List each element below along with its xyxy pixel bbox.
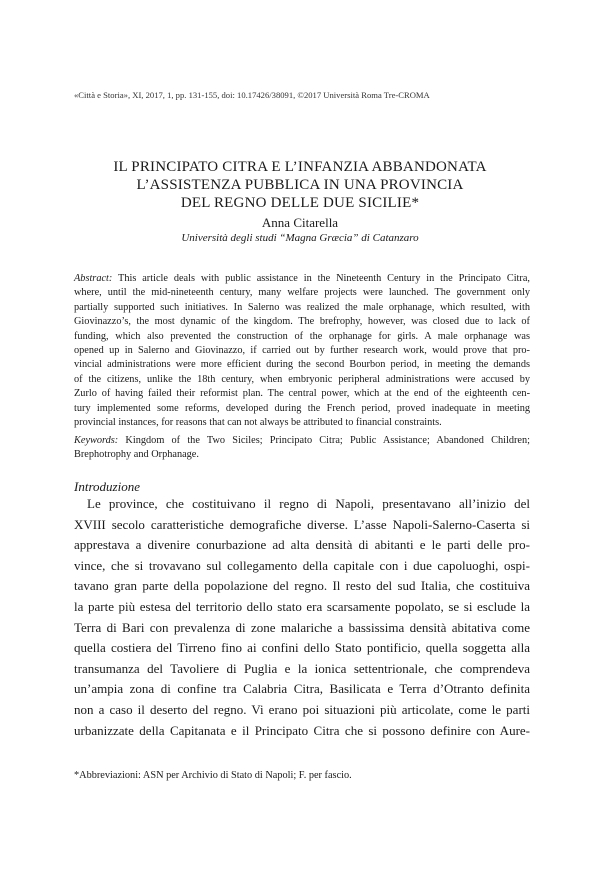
abstract-line: where, until the mid-nineteenth century, many welfare projects were launched. The government only	[74, 287, 530, 299]
section-heading: Introduzione	[74, 479, 140, 494]
article-title-line: L’ASSISTENZA PUBBLICA IN UNA PROVINCIA	[136, 177, 464, 193]
body-line: la parte più estesa del territorio dello stato era scarsamente popolato, se si esclude la	[74, 598, 530, 614]
abstract-line: Giovinazzo’s, the most dynamic of the kingdom. The brefrophy, however, was closed due to lack of	[74, 316, 530, 328]
body-line: Terra di Bari con prevalenza di zone malariche a bassissima densità abitativa come	[74, 619, 530, 635]
keywords	[74, 434, 530, 463]
abstract-line	[74, 272, 530, 286]
author-name: Anna Citarella	[261, 215, 339, 230]
abstract-line: opened up in Salerno and Giovinazzo, if carried out by further research work, would prove that pro-	[74, 345, 530, 357]
article-title-line: IL PRINCIPATO CITRA E L’INFANZIA ABBANDONATA	[113, 159, 487, 175]
body-line: XVIII secolo caratteristiche demografiche diverse. L’asse Napoli-Salerno-Caserta si	[74, 516, 530, 532]
article-title-line: DEL REGNO DELLE DUE SICILIE*	[180, 195, 420, 211]
keywords-line	[74, 434, 530, 448]
keywords-text: Kingdom of the Two Siciles; Principato Citra; Public Assistance; Abandoned Children;	[118, 435, 530, 446]
body-paragraph	[74, 494, 530, 741]
author-affiliation: Università degli studi “Magna Græcia” di Catanzaro	[181, 232, 419, 244]
abstract-line: vincial administrations were more efficient during the second Bourbon period, in meeting the demands	[74, 359, 530, 371]
body-line: non a caso il deserto del regno. Vi erano poi situazioni più articolate, come le parti	[74, 701, 530, 717]
body-line: tavano gran parte della popolazione del regno. Il resto del sud Italia, che costituiva	[74, 578, 530, 594]
abstract-label: Abstract:	[74, 273, 113, 284]
abstract-line: Zurlo of having failed their reformist plan. The central power, which at the end of the eighteenth cen-	[74, 388, 530, 400]
body-line: transumanza del Tavoliere di Puglia e la ionica settentrionale, che comprendeva	[74, 660, 530, 676]
body-line: urbanizzate della Capitanata e il Principato Citra che si possono definire con Aure-	[74, 722, 530, 738]
title-block	[60, 158, 540, 246]
abstract-line: partially supported such initiatives. In Salerno was realized the male orphanage, which resulted, with	[74, 301, 530, 313]
body-line: quella costiera del Tirreno fino ai confini dello Stato pontificio, quella soggetta alla	[74, 640, 530, 656]
keywords-line: Brephotrophy and Orphanage.	[74, 449, 199, 461]
keywords-label: Keywords:	[74, 435, 119, 446]
abstract-line: of the citizens, unlike the 18th century, when embryonic peripheral administrations were accused by	[74, 373, 530, 385]
abstract-line: funding, which also prevented the construction of the orphanage for girls. A male orphanage was	[74, 330, 530, 342]
abstract-line: provincial instances, for reasons that can not always be attributed to financial constraints.	[74, 417, 442, 429]
footnote: *Abbreviazioni: ASN per Archivio di Stato di Napoli; F. per fascio.	[74, 770, 352, 781]
abstract	[74, 272, 530, 430]
body-line: un’ampia zona di confine tra Calabria Citra, Basilicata e Terra d’Otranto definita	[74, 681, 530, 697]
body-line: Le province, che costituivano il regno di Napoli, presentavano all’inizio del	[87, 496, 530, 511]
journal-citation-header: «Città e Storia», XI, 2017, 1, pp. 131-155, doi: 10.17426/38091, ©2017 Università Roma Tre-CROMA	[74, 90, 430, 100]
abstract-text: This article deals with public assistance in the Nineteenth Century in the Principato Citra,	[112, 273, 530, 284]
body-line: vince, che si trovavano sul collegamento della capitale con i due capoluoghi, ospi-	[74, 557, 530, 573]
body-line: apprestava a divenire conurbazione ad alta densità di abitanti e le parti delle pro-	[74, 537, 530, 553]
abstract-line: tury implemented some reforms, developed during the French period, proved inadequate in meeting	[74, 402, 530, 414]
